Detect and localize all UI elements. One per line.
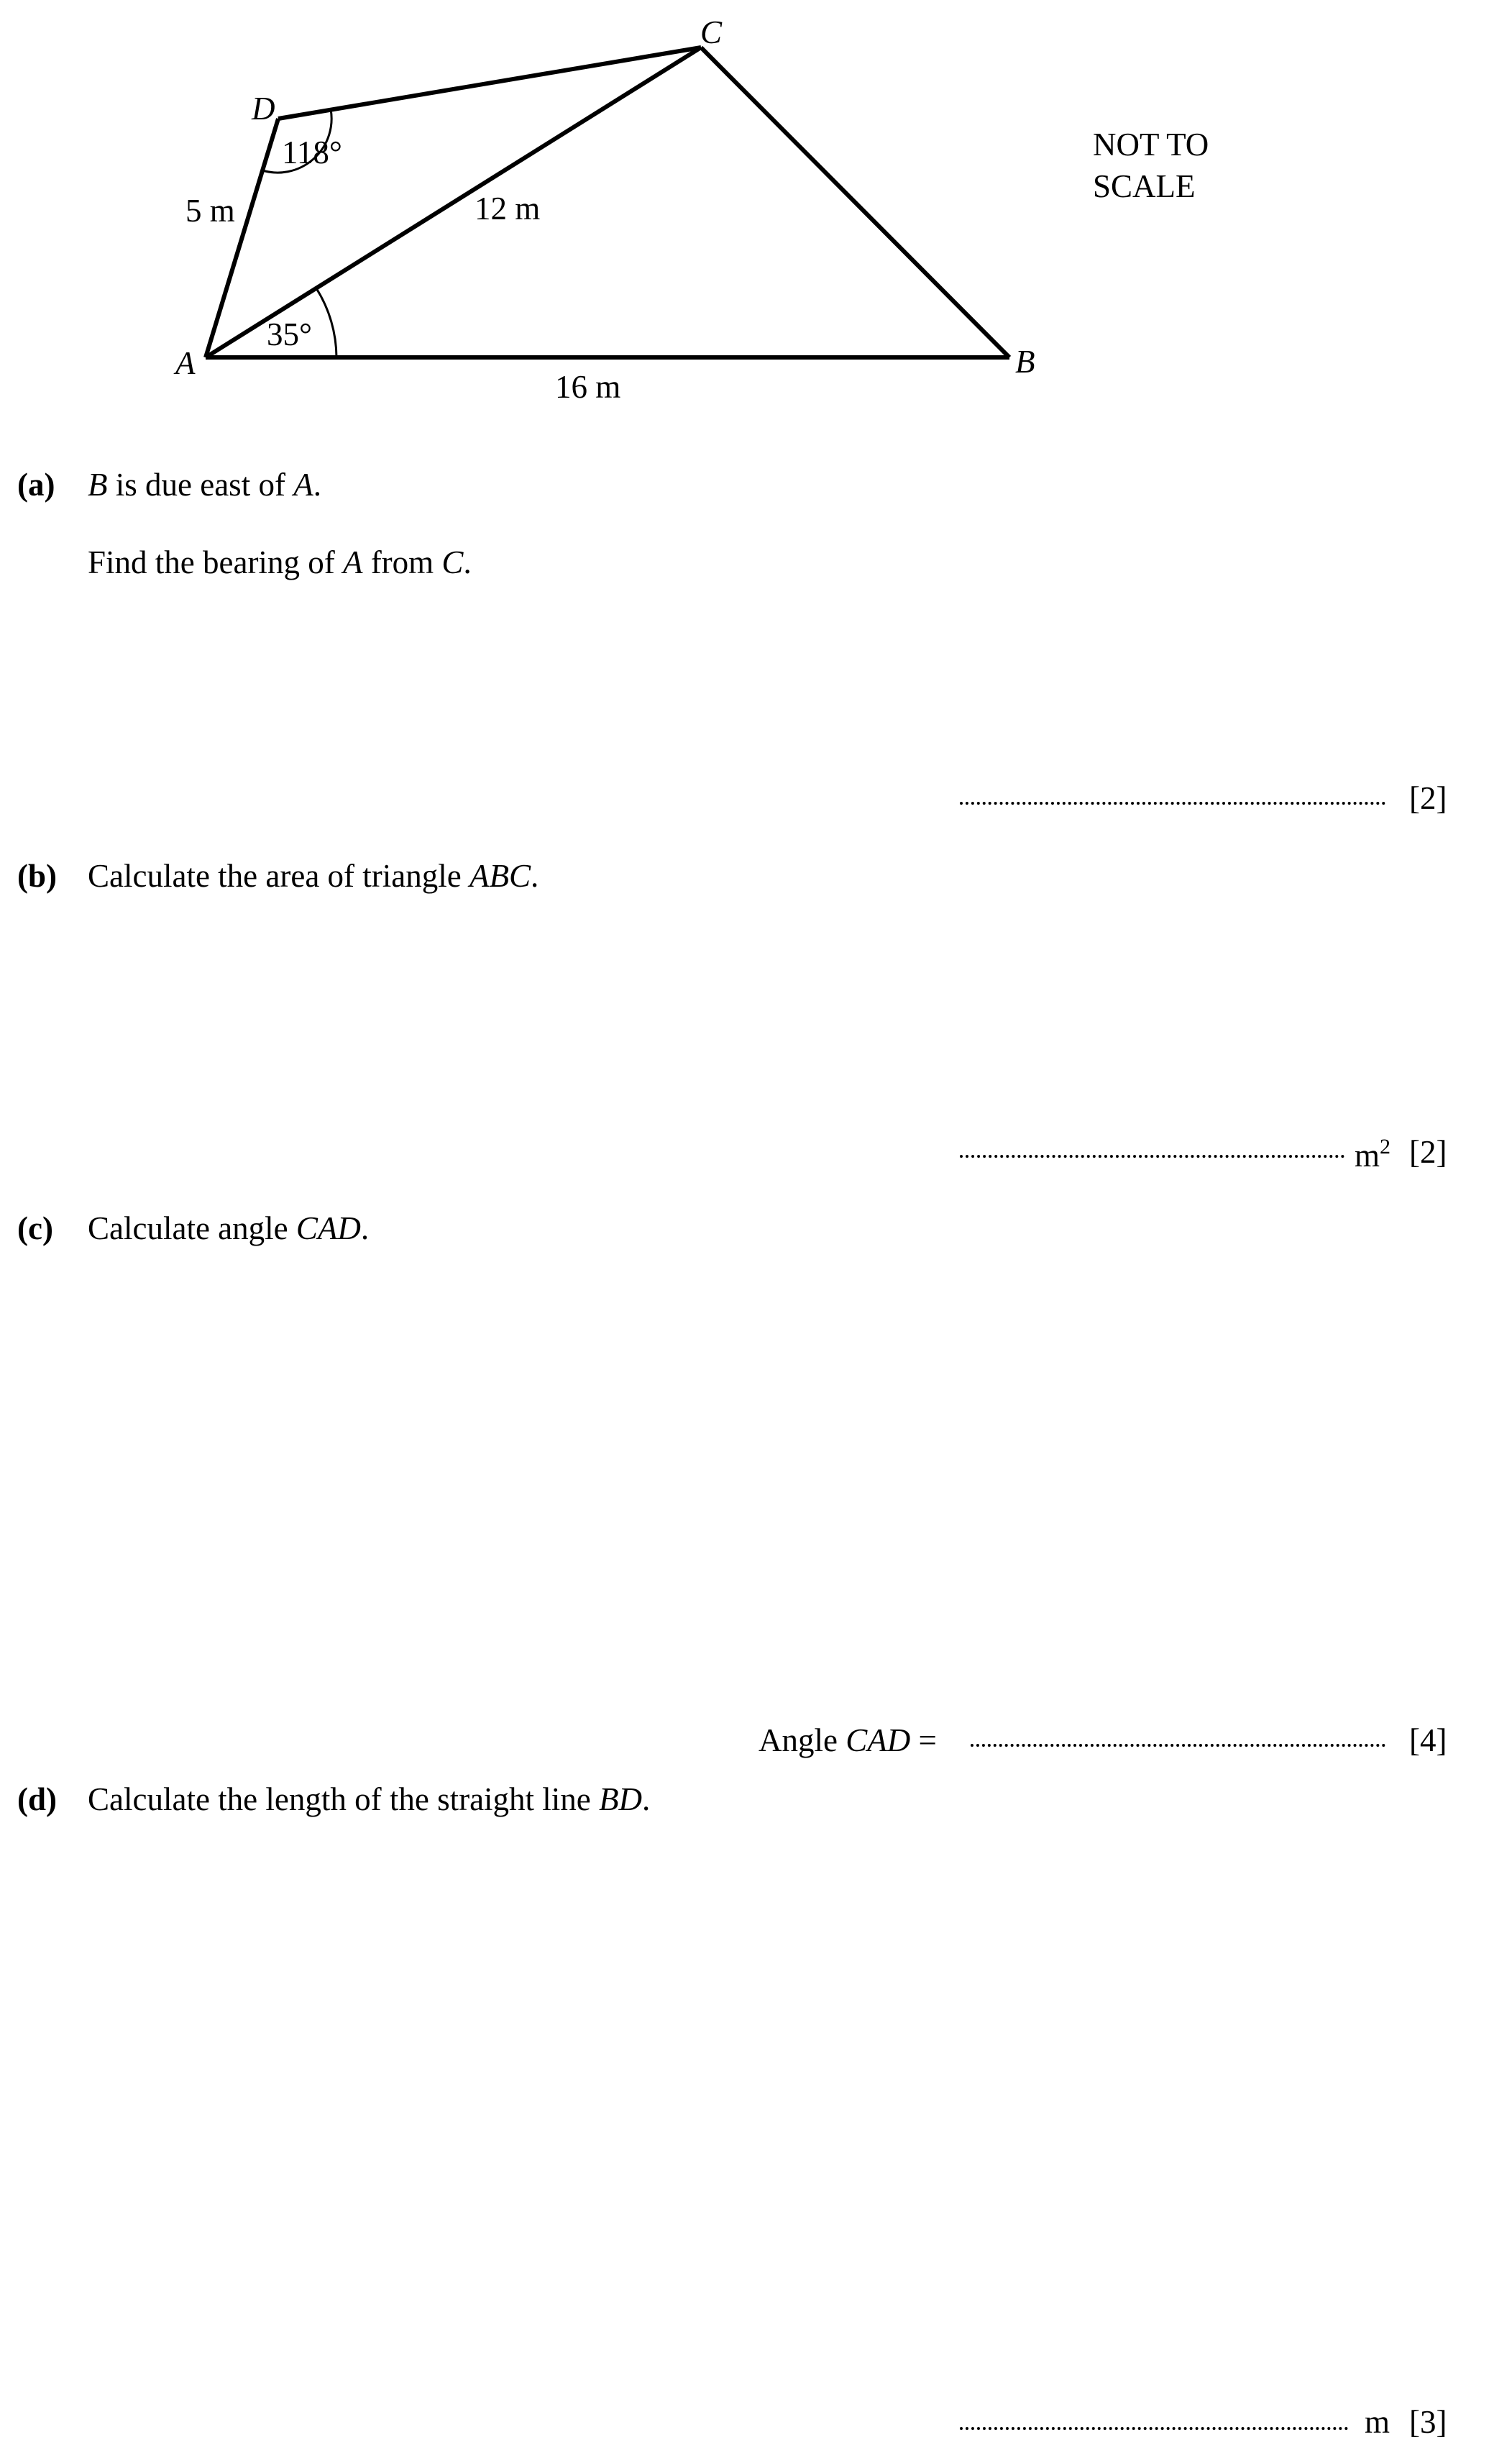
- q-a-text-2: Find the bearing of: [88, 544, 343, 580]
- q-b-end: .: [530, 858, 539, 894]
- question-b-label: (b): [17, 858, 57, 894]
- unit-b-sup: 2: [1380, 1135, 1391, 1159]
- q-a-end-1: .: [313, 467, 321, 503]
- unit-b-base: m: [1355, 1138, 1380, 1174]
- question-c-label: (c): [17, 1210, 53, 1246]
- angle-arc-a: [316, 288, 336, 357]
- answer-line-c[interactable]: [971, 1744, 1385, 1747]
- quadrilateral-diagram: [0, 0, 1512, 446]
- diagram-edges: [206, 47, 1009, 357]
- angle-label-a: 35°: [267, 316, 312, 352]
- note-line-1: NOT TO: [1093, 127, 1209, 163]
- unit-d: m: [1365, 2404, 1390, 2440]
- q-a-a2: A: [342, 544, 363, 580]
- q-c-end: .: [360, 1210, 370, 1246]
- q-c-ans-post: =: [910, 1722, 937, 1758]
- question-d-text: [88, 1783, 650, 1816]
- answer-prompt-c: [759, 1724, 937, 1757]
- q-a-a: A: [293, 467, 313, 503]
- answer-line-b[interactable]: [960, 1155, 1344, 1158]
- q-c-text: Calculate angle: [88, 1210, 296, 1246]
- q-d-it: BD: [599, 1781, 643, 1817]
- question-d-label: (d): [17, 1781, 57, 1817]
- vertex-label-b: B: [1015, 344, 1035, 380]
- q-b-text: Calculate the area of triangle: [88, 858, 469, 894]
- length-label-ad: 5 m: [185, 193, 235, 229]
- q-c-ans-it: CAD: [846, 1722, 911, 1758]
- question-c-text: [88, 1212, 369, 1245]
- vertex-label-a: A: [175, 345, 196, 381]
- question-a-label: (a): [17, 467, 55, 503]
- q-c-ans-pre: Angle: [759, 1722, 846, 1758]
- note-line-2: SCALE: [1093, 168, 1196, 204]
- edge-cb: [701, 47, 1009, 357]
- q-a-mid-2: from: [362, 544, 442, 580]
- q-b-it: ABC: [469, 858, 531, 894]
- edge-ac: [206, 47, 701, 357]
- q-c-it: CAD: [295, 1210, 361, 1246]
- answer-line-d[interactable]: [960, 2427, 1348, 2430]
- not-to-scale-note: [1093, 124, 1209, 207]
- unit-b: [1355, 1136, 1390, 1172]
- question-a-line-2: [88, 544, 472, 580]
- q-a-b: B: [88, 467, 108, 503]
- question-a-line-1: [88, 469, 321, 501]
- edge-dc: [278, 47, 701, 119]
- vertex-label-c: C: [700, 14, 723, 50]
- length-label-ab: 16 m: [555, 369, 621, 405]
- answer-line-a[interactable]: [960, 802, 1385, 805]
- q-d-end: .: [642, 1781, 651, 1817]
- angle-label-d: 118°: [282, 134, 342, 170]
- question-b-text: [88, 860, 539, 892]
- q-a-c2: C: [441, 544, 464, 580]
- marks-c: [4]: [1409, 1722, 1447, 1758]
- marks-d: [3]: [1409, 2404, 1447, 2440]
- marks-a: [2]: [1409, 780, 1447, 816]
- length-label-ac: 12 m: [475, 191, 541, 227]
- q-a-text-1: is due east of: [107, 467, 294, 503]
- q-a-end-2: .: [463, 544, 472, 580]
- q-d-text: Calculate the length of the straight line: [88, 1781, 600, 1817]
- marks-b: [2]: [1409, 1134, 1447, 1170]
- vertex-label-d: D: [252, 91, 275, 127]
